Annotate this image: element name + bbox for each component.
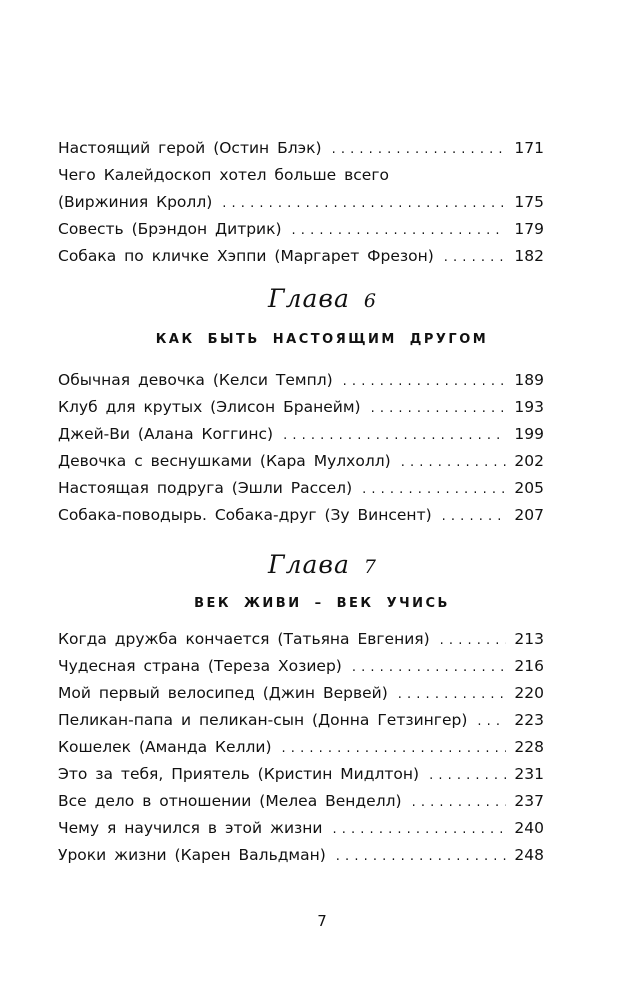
toc-entry <box>58 502 544 529</box>
chapter-word: Глава <box>268 550 350 579</box>
toc-leader-dots <box>362 477 506 503</box>
chapter-word: Глава <box>268 284 350 313</box>
toc-entry <box>58 394 544 421</box>
toc-entry <box>58 653 544 680</box>
toc-section-chapter6 <box>58 367 544 529</box>
toc-entry <box>58 842 544 869</box>
toc-entry-title: Джей-Ви (Алана Коггинс) <box>58 425 274 443</box>
chapter-number: 7 <box>363 556 376 578</box>
page-number: 7 <box>317 912 327 930</box>
toc-entry-page: 202 <box>514 452 544 470</box>
toc-entry-title: Уроки жизни (Карен Вальдман) <box>58 846 326 864</box>
toc-entry-page: 179 <box>514 220 544 238</box>
toc-leader-dots <box>332 137 506 163</box>
toc-entry-title: Это за тебя, Приятель (Кристин Мидлтон) <box>58 765 420 783</box>
toc-entry <box>58 421 544 448</box>
chapter-title: ВЕК ЖИВИ – ВЕК УЧИСЬ <box>194 596 450 611</box>
toc-entry <box>58 788 544 815</box>
toc-entry <box>58 135 544 162</box>
toc-leader-dots <box>292 218 506 244</box>
toc-entry-title: Настоящий герой (Остин Блэк) <box>58 139 322 157</box>
toc-leader-dots <box>352 655 506 681</box>
toc-leader-dots <box>371 396 506 422</box>
toc-entry-page: 199 <box>514 425 544 443</box>
toc-section-top <box>58 135 544 270</box>
toc-entry-page: 213 <box>514 630 544 648</box>
toc-section-chapter7 <box>58 626 544 869</box>
toc-entry-page: 175 <box>514 193 544 211</box>
toc-entry-page: 171 <box>514 139 544 157</box>
toc-leader-dots <box>444 245 506 271</box>
toc-entry-title: Пеликан-папа и пеликан-сын (Донна Гетзингер) <box>58 711 468 729</box>
toc-leader-dots <box>412 790 506 816</box>
toc-entry <box>58 475 544 502</box>
toc-entry-page: 231 <box>514 765 544 783</box>
toc-entry-page: 216 <box>514 657 544 675</box>
chapter-heading <box>0 284 644 313</box>
toc-entry-title: Настоящая подруга (Эшли Рассел) <box>58 479 353 497</box>
toc-entry-title: Девочка с веснушками (Кара Мулхолл) <box>58 452 391 470</box>
toc-entry-page: 193 <box>514 398 544 416</box>
toc-leader-dots <box>336 844 506 870</box>
toc-entry-page: 207 <box>514 506 544 524</box>
toc-entry <box>58 680 544 707</box>
toc-entry-title: Собака по кличке Хэппи (Маргарет Фрезон) <box>58 247 434 265</box>
toc-entry-title: Все дело в отношении (Мелеа Венделл) <box>58 792 402 810</box>
toc-entry-title: Совесть (Брэндон Дитрик) <box>58 220 282 238</box>
toc-leader-dots <box>440 628 506 654</box>
toc-entry <box>58 243 544 270</box>
toc-entry-title: Обычная девочка (Келси Темпл) <box>58 371 333 389</box>
toc-entry <box>58 626 544 653</box>
toc-entry <box>58 734 544 761</box>
toc-entry-page: 228 <box>514 738 544 756</box>
toc-entry <box>58 815 544 842</box>
toc-leader-dots <box>477 709 506 735</box>
toc-entry-title: Мой первый велосипед (Джин Вервей) <box>58 684 388 702</box>
toc-leader-dots <box>442 504 506 530</box>
toc-entry-title: Чудесная страна (Тереза Хозиер) <box>58 657 342 675</box>
toc-entry-page: 220 <box>514 684 544 702</box>
toc-entry-page: 248 <box>514 846 544 864</box>
toc-leader-dots <box>398 682 506 708</box>
toc-leader-dots <box>282 736 506 762</box>
toc-entry-page: 205 <box>514 479 544 497</box>
toc-entry <box>58 367 544 394</box>
toc-entry-page: 182 <box>514 247 544 265</box>
toc-leader-dots <box>343 369 506 395</box>
toc-entry <box>58 448 544 475</box>
toc-entry-title: (Виржиния Кролл) <box>58 193 213 211</box>
toc-entry-page: 223 <box>514 711 544 729</box>
toc-entry <box>58 707 544 734</box>
chapter-title: КАК БЫТЬ НАСТОЯЩИМ ДРУГОМ <box>155 332 489 347</box>
toc-entry-title: Клуб для крутых (Элисон Бранейм) <box>58 398 361 416</box>
toc-entry <box>58 761 544 788</box>
toc-leader-dots <box>401 450 506 476</box>
toc-entry <box>58 162 544 216</box>
chapter-number: 6 <box>363 290 376 312</box>
toc-entry-title: Чему я научился в этой жизни <box>58 819 323 837</box>
toc-entry-page: 237 <box>514 792 544 810</box>
toc-entry-title: Кошелек (Аманда Келли) <box>58 738 272 756</box>
toc-leader-dots <box>283 423 506 449</box>
toc-entry-page: 240 <box>514 819 544 837</box>
toc-entry-page: 189 <box>514 371 544 389</box>
toc-leader-dots <box>222 191 506 217</box>
toc-leader-dots <box>429 763 506 789</box>
toc-entry-title: Собака-поводырь. Собака-друг (Зу Винсент) <box>58 506 432 524</box>
toc-entry-title: Когда дружба кончается (Татьяна Евгения) <box>58 630 430 648</box>
toc-leader-dots <box>333 817 507 843</box>
toc-entry-title-line1: Чего Калейдоскоп хотел больше всего <box>58 166 389 184</box>
chapter-heading <box>0 550 644 579</box>
toc-entry <box>58 216 544 243</box>
